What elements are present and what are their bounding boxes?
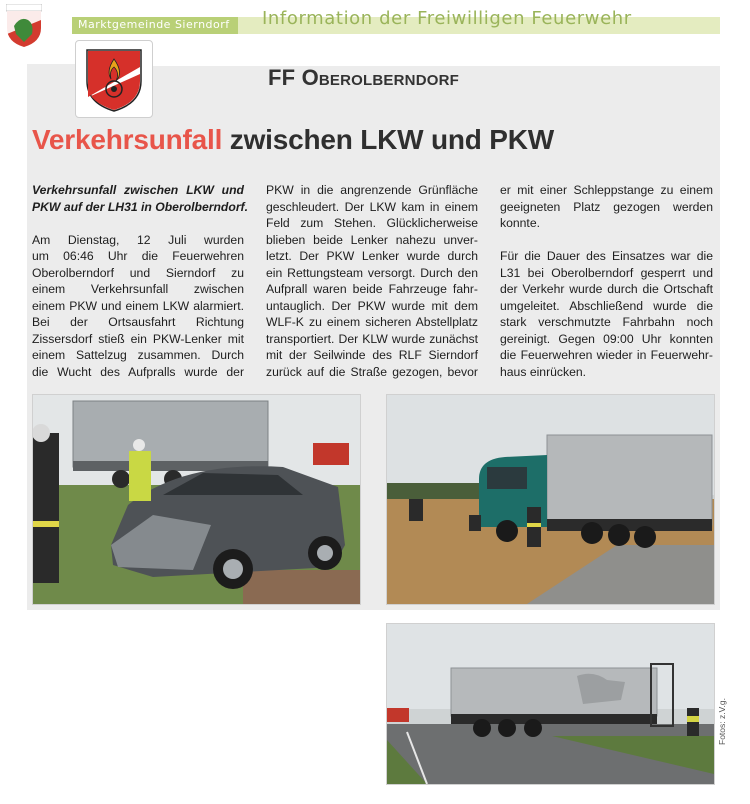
- text-column-1: [32, 182, 249, 380]
- article-headline: [32, 124, 554, 156]
- text-line: haus einrücken.: [500, 364, 587, 379]
- headline-dark: zwischen LKW und PKW: [229, 124, 554, 155]
- sierndorf-crest-icon: [6, 4, 42, 48]
- text-line: mit der Seilwinde des RLF Sierndorf: [266, 348, 478, 362]
- text-line: einem PKW und einem LKW alarmiert.: [32, 298, 244, 313]
- text-line: die Feuerwehren wieder in Feuerwehr-: [500, 348, 713, 362]
- text-line: geschleudert. Der LKW kam in einem: [266, 199, 478, 214]
- text-line: PKW in die angrenzende Grünfläche: [266, 183, 478, 197]
- text-line: gereinigt. Gegen 09:00 Uhr konnten: [500, 331, 713, 346]
- municipality-label: Marktgemeinde Sierndorf: [78, 18, 230, 31]
- section-title: Information der Freiwilligen Feuerwehr: [262, 8, 632, 29]
- lead-paragraph: [32, 182, 249, 215]
- text-line: Zissersdorf stieß ein PKW-Lenker mit: [32, 331, 244, 346]
- text-line: einem Verkehrsunfall zwischen: [32, 282, 244, 296]
- text-line: einem Sattelzug zusammen. Durch: [32, 348, 244, 362]
- text-line: ein Rettungsteam versorgt. Durch den: [266, 265, 478, 280]
- text-line: PKW auf der LH31 in Oberolberndorf.: [32, 199, 249, 214]
- text-line: WLF-K zu einem sicheren Abstellplatz: [266, 315, 478, 329]
- text-line: geeigneten Platz gezogen werden: [500, 199, 713, 214]
- text-line: konnte.: [500, 216, 540, 230]
- text-line: er mit einer Schleppstange zu einem: [500, 183, 713, 197]
- text-column-2: [266, 182, 478, 380]
- text-line: umgeleitet. Abschließend wurde die: [500, 298, 713, 313]
- brigade-name: FF Oberolberndorf: [268, 65, 459, 90]
- headline-red: Verkehrsunfall: [32, 124, 223, 155]
- photo-truck-on-road: [386, 623, 715, 785]
- body-paragraph: [266, 182, 478, 380]
- body-paragraph: [500, 182, 713, 232]
- text-line: Oberolberndorf und Sierndorf zu: [32, 265, 244, 280]
- body-paragraph: [500, 248, 713, 380]
- text-line: der Verkehr wurde durch die Ortschaft: [500, 282, 713, 296]
- text-line: Feld zum Stehen. Glücklicherweise: [266, 216, 478, 230]
- text-line: zurück auf die Straße gezogen, bevor: [266, 364, 478, 379]
- photo-crashed-car: [32, 394, 361, 605]
- text-line: Verkehrsunfall zwischen LKW und: [32, 183, 244, 197]
- body-paragraph: [32, 232, 244, 381]
- text-line: Für die Dauer des Einsatzes war die: [500, 249, 713, 263]
- text-line: transportiert. Der KLW wurde zunächst: [266, 331, 478, 346]
- text-line: blieben beide Lenker nahezu unver-: [266, 232, 478, 247]
- text-line: Aufprall waren beide Fahrzeuge fahr-: [266, 282, 478, 296]
- text-line: Bei der Ortsausfahrt Richtung: [32, 315, 244, 329]
- text-line: Am Dienstag, 12 Juli wurden: [32, 232, 244, 247]
- photo-credit: Fotos: z.V.g.: [717, 698, 727, 745]
- text-line: L31 bei Oberolberndorf gesperrt und: [500, 265, 713, 280]
- text-line: die Wucht des Aufpralls wurde der: [32, 364, 244, 379]
- text-line: um 06:46 Uhr die Feuerwehren: [32, 249, 244, 263]
- photo-truck-in-field: [386, 394, 715, 605]
- text-line: untauglich. Der PKW wurde mit dem: [266, 298, 478, 313]
- fire-brigade-emblem-icon: [76, 41, 152, 117]
- text-column-3: [500, 182, 713, 380]
- text-line: stark verschmutzte Fahrbahn noch: [500, 315, 713, 329]
- text-line: letzt. Der PKW Lenker wurde durch: [266, 249, 478, 263]
- brigade-logo: [75, 40, 153, 118]
